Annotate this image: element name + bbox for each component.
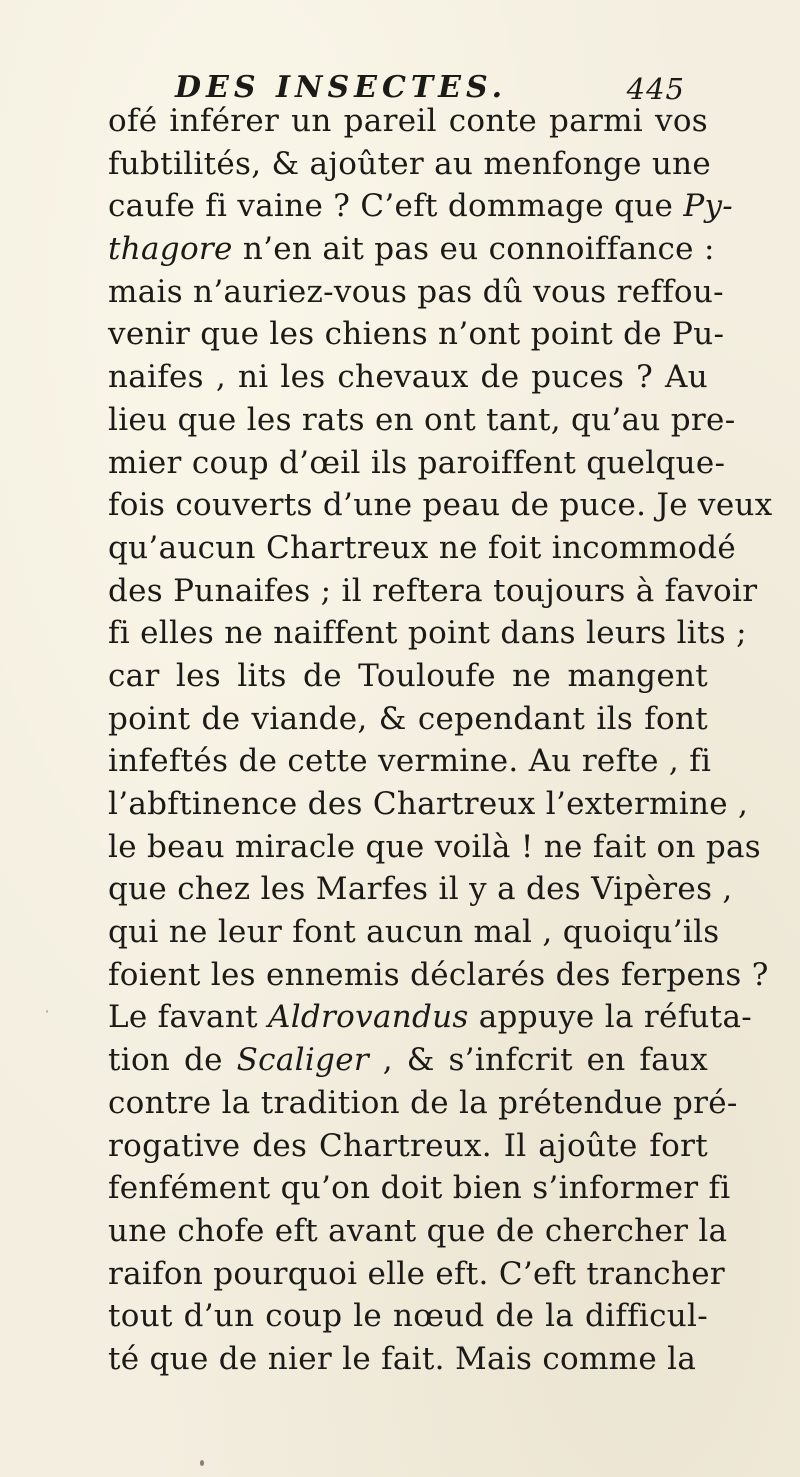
text-segment: tion de xyxy=(108,1042,237,1079)
text-line xyxy=(108,612,747,655)
text-line xyxy=(108,868,733,911)
text-line xyxy=(108,783,749,826)
text-segment: mais n’auriez-vous pas dû vous reffou- xyxy=(108,273,724,310)
text-segment: une chofe eft avant que de chercher la xyxy=(108,1212,728,1249)
text-segment: lieu que les rats en ont tant, qu’au pre- xyxy=(108,401,736,438)
text-segment: contre la tradition de la prétendue pré- xyxy=(108,1084,738,1121)
body-text xyxy=(108,100,773,1381)
text-line xyxy=(108,655,708,698)
text-segment: Le favant xyxy=(108,999,269,1036)
text-segment: infeftés de cette vermine. Au refte , fi xyxy=(108,743,712,780)
text-segment: tout d’un coup le nœud de la difficul- xyxy=(108,1298,708,1335)
text-segment: rogative des Chartreux. Il ajoûte fort xyxy=(108,1127,708,1164)
text-segment: caufe fi vaine ? C’eft dommage que xyxy=(108,188,684,225)
text-line xyxy=(108,996,752,1039)
text-line xyxy=(108,484,773,527)
text-segment: appuye la réfuta- xyxy=(468,999,752,1036)
running-title: DES INSECTES. xyxy=(175,70,508,105)
text-line xyxy=(108,1338,708,1381)
text-segment: foient les ennemis déclarés des ferpens ? xyxy=(108,956,769,993)
text-line xyxy=(108,185,734,228)
text-segment: fenfément qu’on doit bien s’informer fi xyxy=(108,1170,731,1207)
text-line xyxy=(108,442,726,485)
text-line xyxy=(108,1167,731,1210)
text-line xyxy=(108,100,708,143)
italic-segment: Scaliger xyxy=(236,1042,369,1079)
text-line xyxy=(108,740,712,783)
text-line xyxy=(108,143,712,186)
text-line xyxy=(108,570,758,613)
text-line xyxy=(108,1253,725,1296)
text-segment: le beau miracle que voilà ! ne fait on pas xyxy=(108,828,762,865)
paper-speck xyxy=(200,1460,204,1466)
text-segment: ofé inférer un pareil conte parmi vos xyxy=(108,103,708,139)
text-segment: qui ne leur font aucun mal , quoiqu’ils xyxy=(108,914,720,951)
text-segment: fois couverts d’une peau de puce. Je veux xyxy=(108,487,773,524)
text-line xyxy=(108,399,736,442)
text-line xyxy=(108,356,708,399)
text-segment: venir que les chiens n’ont point de Pu- xyxy=(108,316,725,353)
text-segment: naifes , ni les chevaux de puces ? Au xyxy=(108,359,708,396)
text-line xyxy=(108,1210,728,1253)
text-line xyxy=(108,313,725,356)
text-line xyxy=(108,954,769,997)
text-line xyxy=(108,1125,708,1168)
text-line xyxy=(108,1082,738,1125)
text-segment: mier coup d’œil ils paroiffent quelque- xyxy=(108,444,726,481)
paper-speck xyxy=(46,1010,48,1013)
text-line xyxy=(108,1039,708,1082)
text-segment: qu’aucun Chartreux ne foit incommodé xyxy=(108,529,737,566)
text-segment: té que de nier le fait. Mais comme la xyxy=(108,1340,697,1377)
text-line xyxy=(108,527,737,570)
italic-segment: Aldrovandus xyxy=(268,999,469,1036)
text-segment: car les lits de Touloufe ne mangent xyxy=(108,657,708,694)
page-number: 445 xyxy=(626,72,685,106)
text-segment: raifon pourquoi elle eft. C’eft trancher xyxy=(108,1255,725,1292)
italic-segment: Py- xyxy=(683,188,734,225)
text-segment: que chez les Marfes il y a des Vipères , xyxy=(108,871,733,908)
text-line xyxy=(108,826,762,869)
italic-segment: thagore xyxy=(108,231,233,268)
text-segment: n’en ait pas eu connoiffance : xyxy=(232,231,715,268)
text-line xyxy=(108,911,720,954)
text-line xyxy=(108,1295,708,1338)
text-segment: fubtilités, & ajoûter au menfonge une xyxy=(108,145,712,182)
text-segment: des Punaifes ; il reftera toujours à favoir xyxy=(108,572,758,609)
text-line xyxy=(108,698,708,741)
text-segment: fi elles ne naiffent point dans leurs lits ; xyxy=(108,615,747,652)
text-segment: , & s’infcrit en faux xyxy=(368,1042,708,1079)
text-line xyxy=(108,228,715,271)
text-line xyxy=(108,271,724,314)
text-segment: point de viande, & cependant ils font xyxy=(108,700,708,737)
text-segment: l’abftinence des Chartreux l’extermine , xyxy=(108,786,749,822)
